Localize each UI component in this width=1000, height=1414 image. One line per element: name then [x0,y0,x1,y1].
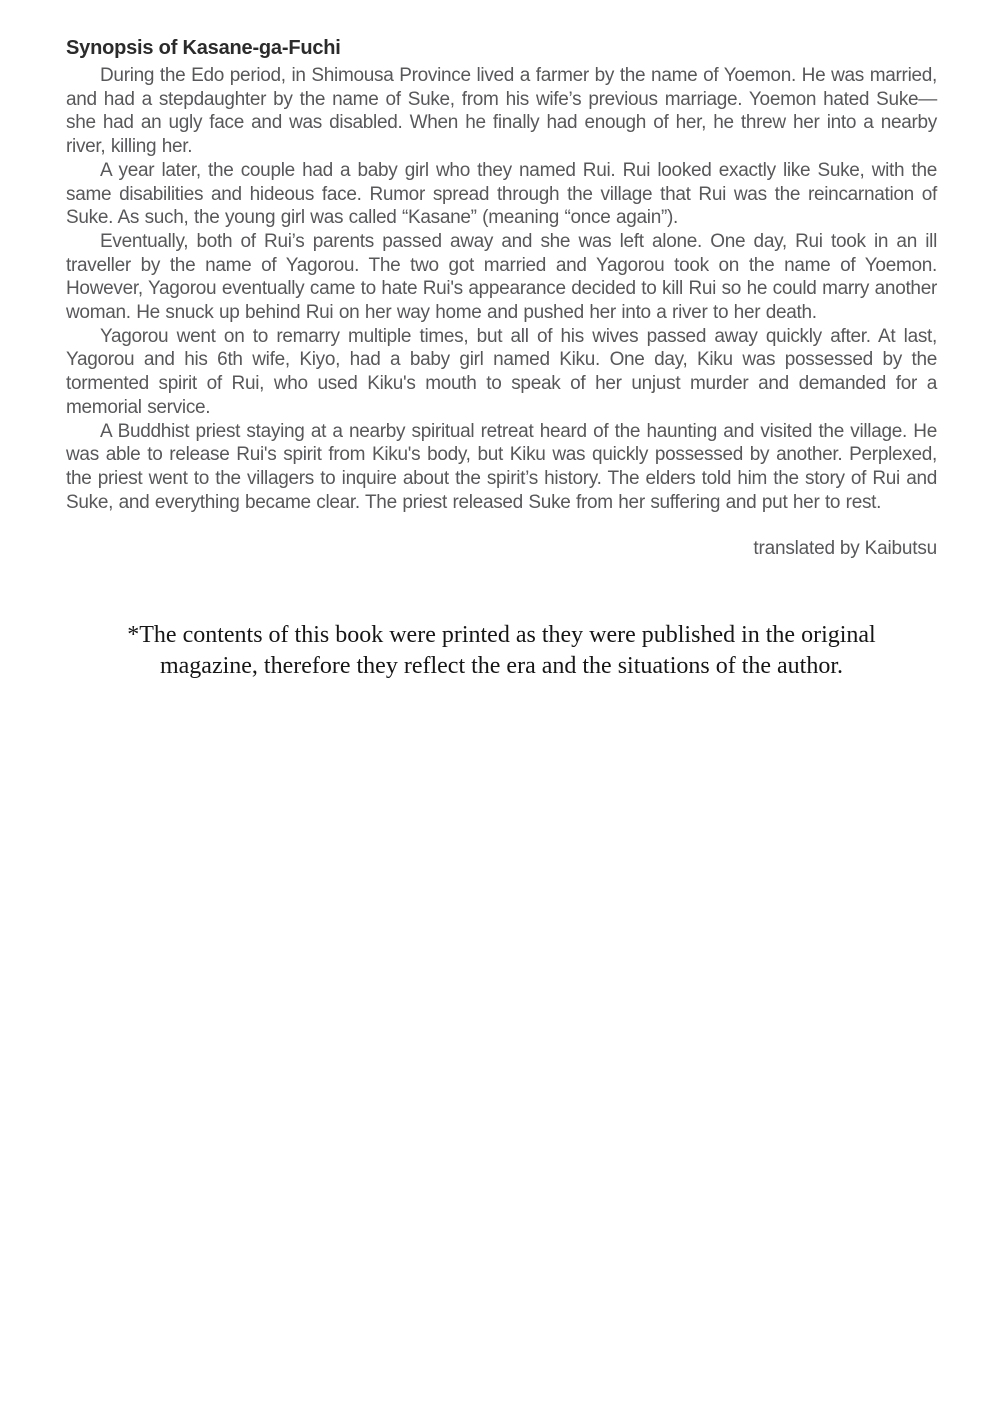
synopsis-paragraph-3: Eventually, both of Rui’s parents passed away and she was left alone. One day, Rui took in an ill traveller by the name of Yagorou. The two got married and Yagorou took on the name of Yoemon. However, Yagorou eventually came to hate Rui's appearance decided to kill Rui so he could marry another woman. He snuck up behind Rui on her way home and pushed her into a river to her death. [66,230,937,324]
page-title: Synopsis of Kasane-ga-Fuchi [66,37,341,59]
synopsis-paragraph-4: Yagorou went on to remarry multiple times, but all of his wives passed away quickly after. At last, Yagorou and his 6th wife, Kiyo, had a baby girl named Kiku. One day, Kiku was possessed by the tormented spirit of Rui, who used Kiku's mouth to speak of her unjust murder and demanded for a memorial service. [66,325,937,418]
translator-credit: translated by Kaibutsu [753,538,937,560]
publisher-note-line-2: magazine, therefore they reflect the era and the situations of the author. [159,653,844,680]
synopsis-paragraph-5: A Buddhist priest staying at a nearby spiritual retreat heard of the haunting and visited the village. He was able to release Rui's spirit from Kiku's body, but Kiku was quickly possessed by another. Perplexed, the priest went to the villagers to inquire about the spirit’s history. The elders told him the story of Rui and Suke, and everything became clear. The priest released Suke from her suffering and put her to rest. [66,420,937,513]
synopsis-paragraph-2: A year later, the couple had a baby girl who they named Rui. Rui looked exactly like Suke, with the same disabilities and hideous face. Rumor spread through the village that Rui was the reincarnation of Suke. As such, the young girl was called “Kasane” (meaning “once again”). [66,159,937,229]
synopsis-paragraph-1: During the Edo period, in Shimousa Province lived a farmer by the name of Yoemon. He was married, and had a stepdaughter by the name of Suke, from his wife’s previous marriage. Yoemon hated Suke—she had an ugly face and was disabled. When he finally had enough of her, he threw her into a nearby river, killing her. [66,65,937,158]
publisher-note [66,620,937,682]
publisher-note-line-1: *The contents of this book were printed as they were published in the original [127,622,876,649]
